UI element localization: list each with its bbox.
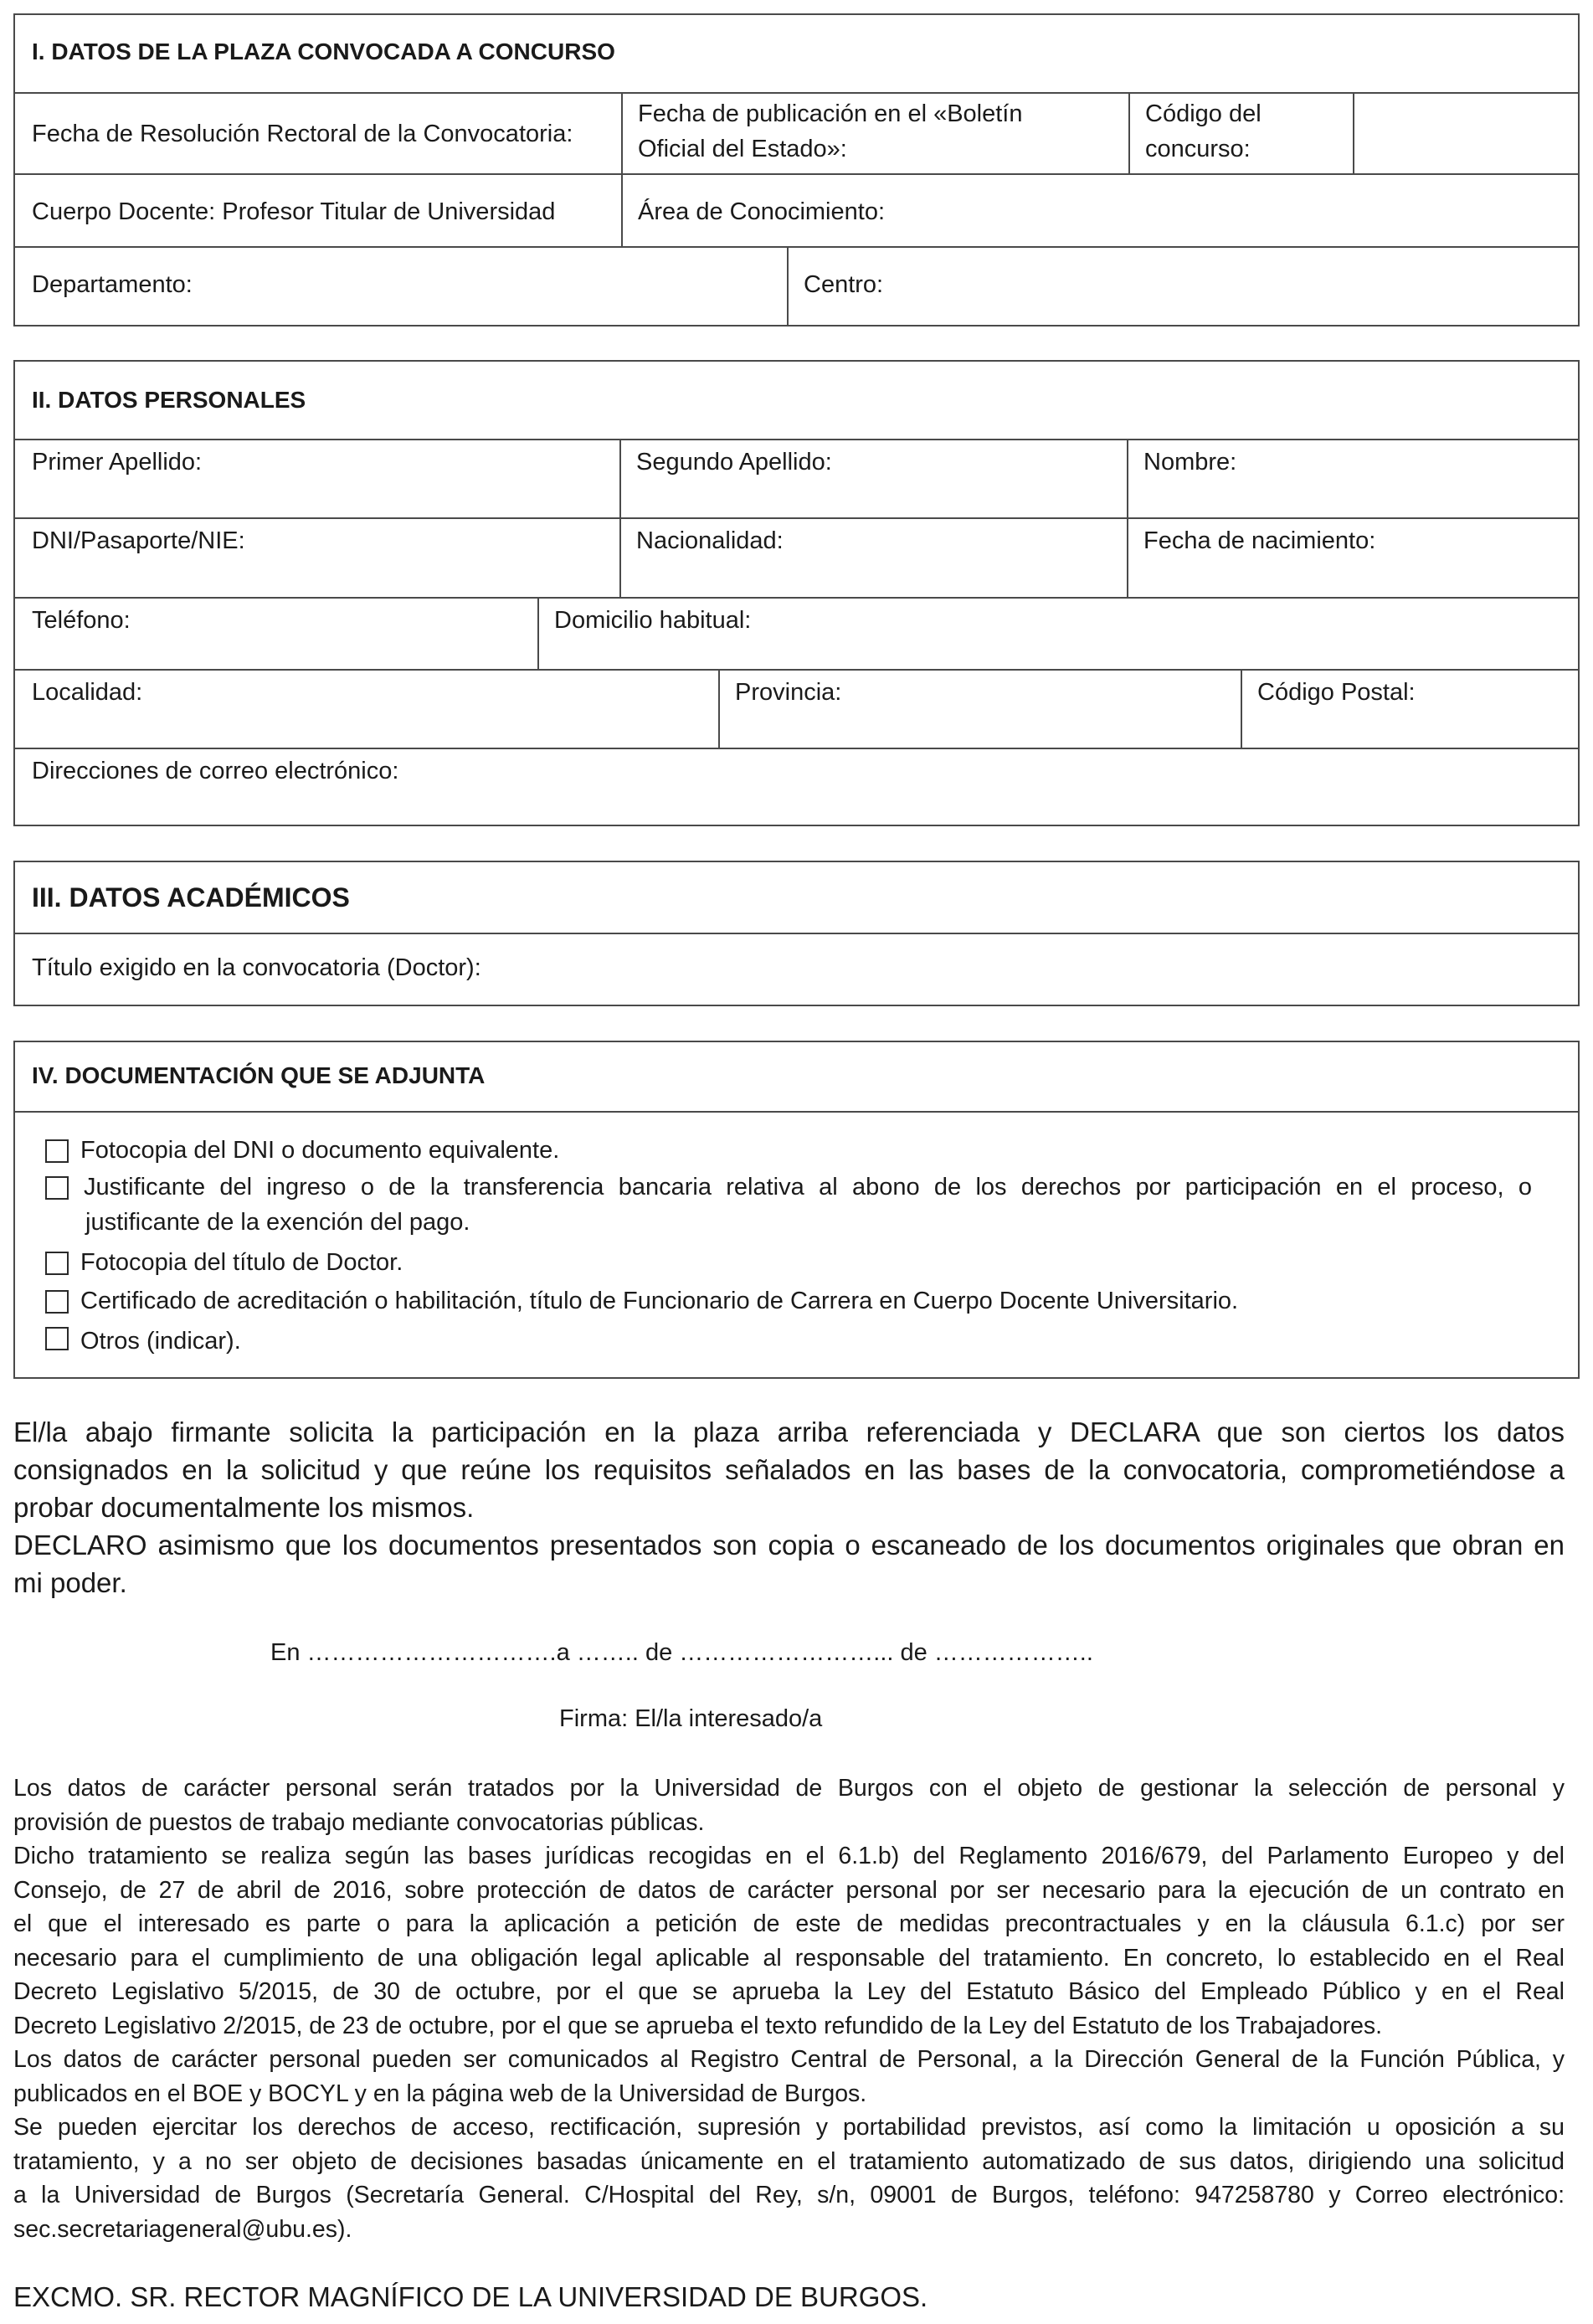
privacy-line2: provisión de puestos de trabajo mediante convocatorias públicas. <box>13 1808 705 1836</box>
doc-item-titulo-doctor: Fotocopia del título de Doctor. <box>80 1249 403 1276</box>
privacy-line7: Decreto Legislativo 5/2015, de 30 de octubre, por el que se aprueba la Ley del Estatuto Básico del Empleado Público y en el Real <box>13 1978 1565 2005</box>
fecha-resolucion-label: Fecha de Resolución Rectoral de la Convocatoria: <box>32 121 573 147</box>
privacy-line6: necesario para el cumplimiento de una obligación legal aplicable al responsable del tratamiento. En concreto, lo establecido en el Real <box>13 1944 1565 1972</box>
row-apellidos-nombre <box>15 439 1578 519</box>
section-documentacion <box>13 1041 1580 1379</box>
domicilio-label: Domicilio habitual: <box>554 607 752 634</box>
fecha-publicacion-label-line2: Oficial del Estado»: <box>638 136 847 162</box>
section-1-title: I. DATOS DE LA PLAZA CONVOCADA A CONCURSO <box>32 39 615 64</box>
declaration-text <box>13 1413 1565 1602</box>
nombre-label: Nombre: <box>1143 449 1237 476</box>
dni-label: DNI/Pasaporte/NIE: <box>32 527 245 554</box>
row-dni-nacionalidad-fecha <box>15 517 1578 599</box>
doc-item-certificado: Certificado de acreditación o habilitación, título de Funcionario de Carrera en Cuerpo Docente Universitario. <box>80 1288 1239 1314</box>
departamento-label: Departamento: <box>32 271 193 298</box>
section-plaza-convocada <box>13 13 1580 326</box>
checkbox-justificante[interactable] <box>45 1176 69 1200</box>
row-titulo <box>15 933 1578 1006</box>
privacy-line13: a la Universidad de Burgos (Secretaría General. C/Hospital del Rey, s/n, 09001 de Burgos, teléfono: 947258780 y Correo electrónico: <box>13 2182 1565 2208</box>
doc-item-justificante <box>84 1170 1532 1240</box>
row-telefono-domicilio <box>15 597 1578 671</box>
nacionalidad-label: Nacionalidad: <box>636 527 784 554</box>
privacy-line4: Consejo, de 27 de abril de 2016, sobre protección de datos de carácter personal por ser necesario para la ejecución de un contrato en <box>13 1876 1565 1904</box>
checkbox-certificado[interactable] <box>45 1290 69 1314</box>
checkbox-otros[interactable] <box>45 1327 69 1350</box>
privacy-line1: Los datos de carácter personal serán tratados por la Universidad de Burgos con el objeto de gestionar la selección de personal y <box>13 1775 1565 1802</box>
area-conocimiento-label: Área de Conocimiento: <box>638 198 885 225</box>
addressee: EXCMO. SR. RECTOR MAGNÍFICO DE LA UNIVERSIDAD DE BURGOS. <box>13 2281 928 2312</box>
checkbox-dni[interactable] <box>45 1139 69 1163</box>
privacy-line5: el que el interesado es parte o para la aplicación a petición de este de medidas precontractuales y en la cláusula 6.1.c) por ser <box>13 1910 1565 1937</box>
privacy-line10: publicados en el BOE y BOCYL y en la página web de la Universidad de Burgos. <box>13 2080 867 2107</box>
place-date-line[interactable]: En ………………………….a …….. de ……………………... de ……………….. <box>270 1639 1093 1666</box>
row-cuerpo-area <box>15 173 1578 248</box>
privacy-line8: Decreto Legislativo 2/2015, de 23 de octubre, por el que se aprueba el texto refundido de la Ley del Estatuto de los Trabajadores. <box>13 2012 1383 2039</box>
privacy-line11: Se pueden ejercitar los derechos de acceso, rectificación, supresión y portabilidad previstos, así como la limitación u oposición a su <box>13 2114 1565 2141</box>
codigo-concurso-field[interactable] <box>1354 94 1578 175</box>
codigo-concurso-label-line2: concurso: <box>1145 136 1251 162</box>
privacy-notice <box>13 1771 1565 2246</box>
row-localidad-provincia-cp <box>15 669 1578 749</box>
declaration-line4: DECLARO asimismo que los documentos presentados son copia o escaneado de los documentos originales que obran en <box>13 1530 1565 1560</box>
privacy-line9: Los datos de carácter personal pueden ser comunicados al Registro Central de Personal, a la Dirección General de la Función Pública, y <box>13 2046 1565 2073</box>
fecha-nacimiento-label: Fecha de nacimiento: <box>1143 527 1376 554</box>
correo-label: Direcciones de correo electrónico: <box>32 758 399 784</box>
doc-item-otros: Otros (indicar). <box>80 1328 241 1355</box>
declaration-line1: El/la abajo firmante solicita la participación en la plaza arriba referenciada y DECLARA que son ciertos los datos <box>13 1417 1565 1447</box>
codigo-concurso-label-line1: Código del <box>1145 100 1262 127</box>
titulo-exigido-label: Título exigido en la convocatoria (Doctor): <box>32 954 481 981</box>
centro-label: Centro: <box>804 271 884 298</box>
section-3-title: III. DATOS ACADÉMICOS <box>32 882 350 913</box>
doc-item-justificante-line1: Justificante del ingreso o de la transferencia bancaria relativa al abono de los derechos por participación en el proceso, o <box>84 1174 1532 1201</box>
cuerpo-docente-label: Cuerpo Docente: Profesor Titular de Universidad <box>32 198 556 225</box>
privacy-line12: tratamiento, y a no ser objeto de decisiones basadas únicamente en el tratamiento automatizado de sus datos, dirigiendo una solicitud <box>13 2147 1565 2175</box>
privacy-line14: sec.secretariageneral@ubu.es). <box>13 2215 352 2243</box>
row-fechas <box>15 92 1578 175</box>
doc-item-justificante-line2: justificante de la exención del pago. <box>85 1209 470 1236</box>
section-datos-personales <box>13 360 1580 826</box>
declaration-line3: probar documentalmente los mismos. <box>13 1492 475 1523</box>
documentation-list <box>15 1111 1578 1377</box>
telefono-label: Teléfono: <box>32 607 131 634</box>
checkbox-titulo-doctor[interactable] <box>45 1252 69 1275</box>
declaration-line2: consignados en la solicitud y que reúne los requisitos señalados en las bases de la convocatoria, comprometiéndose a <box>13 1454 1565 1485</box>
codigo-postal-label: Código Postal: <box>1257 679 1416 706</box>
section-4-title: IV. DOCUMENTACIÓN QUE SE ADJUNTA <box>32 1062 486 1088</box>
localidad-label: Localidad: <box>32 679 143 706</box>
privacy-line3: Dicho tratamiento se realiza según las bases jurídicas recogidas en el 6.1.b) del Reglamento 2016/679, del Parlamento Europeo y del <box>13 1843 1565 1869</box>
doc-item-dni: Fotocopia del DNI o documento equivalente. <box>80 1137 560 1164</box>
provincia-label: Provincia: <box>735 679 842 706</box>
signature-label: Firma: El/la interesado/a <box>559 1705 823 1732</box>
segundo-apellido-label: Segundo Apellido: <box>636 449 832 476</box>
declaration-line5: mi poder. <box>13 1567 127 1598</box>
row-correo <box>15 748 1578 825</box>
row-departamento-centro <box>15 246 1578 325</box>
section-2-title: II. DATOS PERSONALES <box>32 387 306 413</box>
fecha-publicacion-label-line1: Fecha de publicación en el «Boletín <box>638 100 1023 127</box>
primer-apellido-label: Primer Apellido: <box>32 449 203 476</box>
section-datos-academicos <box>13 861 1580 1006</box>
